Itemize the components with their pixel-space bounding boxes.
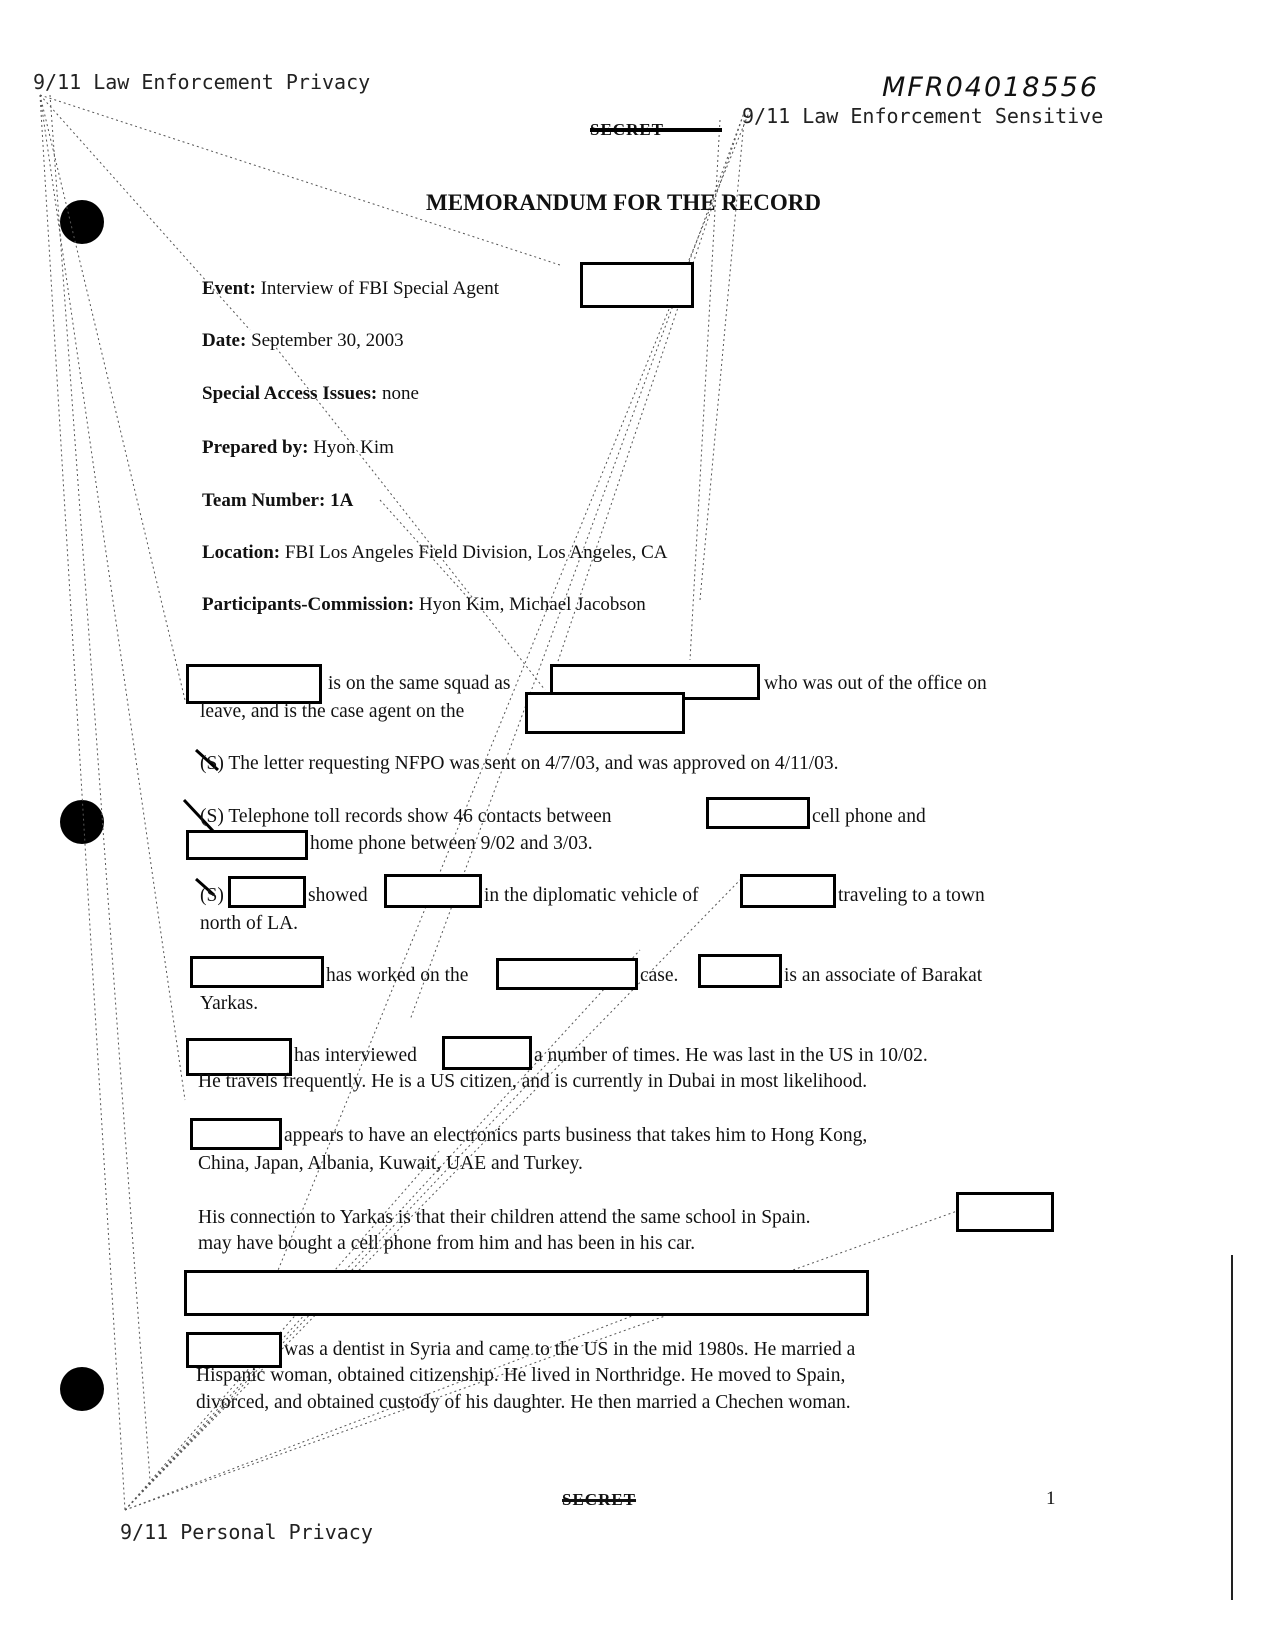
redaction-box	[740, 874, 836, 908]
redaction-box	[190, 956, 324, 988]
paragraph-5-text-b: case.	[640, 965, 679, 986]
paragraph-2	[200, 752, 839, 776]
paragraph-1-line-1b: who was out of the office on	[764, 673, 987, 694]
paragraph-2-text: The letter requesting NFPO was sent on 4/7/03, and was approved on 4/11/03.	[228, 753, 839, 774]
date-field	[202, 330, 404, 352]
date-label: Date:	[202, 330, 247, 351]
participants-label: Participants-Commission:	[202, 594, 415, 615]
location-value: FBI Los Angeles Field Division, Los Angeles, CA	[284, 542, 668, 563]
law-enforcement-sensitive-stamp: 9/11 Law Enforcement Sensitive	[742, 104, 1104, 128]
location-field	[202, 542, 668, 564]
paragraph-3-line-1b: cell phone and	[812, 806, 926, 827]
redaction-box	[186, 1332, 282, 1368]
classification-top-bar	[590, 128, 722, 132]
paragraph-9-line-2: Hispanic woman, obtained citizenship. He lived in Northridge. He moved to Spain,	[196, 1365, 846, 1386]
paragraph-3-line-2: home phone between 9/02 and 3/03.	[310, 833, 593, 854]
paragraph-6-text-b: a number of times. He was last in the US in 10/02.	[534, 1045, 928, 1066]
paragraph-6-text-a: has interviewed	[294, 1045, 417, 1066]
event-value: Interview of FBI Special Agent	[260, 278, 500, 299]
paragraph-4-mark: (S)	[200, 885, 224, 906]
paragraph-8-line-2: may have bought a cell phone from him and has been in his car.	[198, 1233, 696, 1254]
access-field	[202, 383, 419, 405]
team-label: Team Number:	[202, 490, 326, 511]
paragraph-4-text-c: traveling to a town	[838, 885, 985, 906]
paragraph-4-text-b: in the diplomatic vehicle of	[484, 885, 699, 906]
redaction-box	[706, 797, 810, 829]
participants-value: Hyon Kim, Michael Jacobson	[418, 594, 646, 615]
paragraph-4-text-a: showed	[308, 885, 368, 906]
classification-bottom: SECRET	[562, 1490, 637, 1509]
paragraph-5-text-a: has worked on the	[326, 965, 469, 986]
page-number: 1	[1046, 1488, 1056, 1509]
redaction-box	[525, 692, 685, 734]
paragraph-9-line-3: divorced, and obtained custody of his daughter. He then married a Chechen woman.	[196, 1392, 851, 1413]
redaction-box	[956, 1192, 1054, 1232]
team-value: 1A	[330, 490, 354, 511]
law-enforcement-privacy-stamp: 9/11 Law Enforcement Privacy	[33, 70, 371, 94]
redaction-box-wide	[184, 1270, 869, 1316]
event-field	[202, 278, 499, 300]
prepared-field	[202, 437, 394, 459]
personal-privacy-stamp: 9/11 Personal Privacy	[120, 1520, 373, 1544]
paragraph-9-line-1: was a dentist in Syria and came to the US in the mid 1980s. He married a	[284, 1339, 856, 1360]
paragraph-4-line-2: north of LA.	[200, 913, 299, 934]
event-label: Event:	[202, 278, 256, 299]
paragraph-6-line-2: He travels frequently. He is a US citizen, and is currently in Dubai in most likelihood.	[198, 1071, 868, 1092]
redaction-box	[698, 954, 782, 988]
prepared-label: Prepared by:	[202, 437, 309, 458]
classification-mark: (S)	[200, 806, 224, 827]
paragraph-1-line-2: leave, and is the case agent on the	[200, 701, 465, 722]
redaction-box	[496, 958, 638, 990]
redaction-box	[580, 262, 694, 308]
access-label: Special Access Issues:	[202, 383, 378, 404]
document-id: MFR04018556	[882, 72, 1100, 103]
paragraph-5-line-2: Yarkas.	[200, 993, 259, 1014]
paragraph-8-line-1: His connection to Yarkas is that their children attend the same school in Spain.	[198, 1207, 811, 1228]
paragraph-3-line-1	[200, 805, 611, 829]
participants-field	[202, 594, 646, 616]
classification-mark: (S)	[200, 753, 224, 774]
redaction-box	[186, 830, 308, 860]
paragraph-1-line-1a: is on the same squad as	[328, 673, 511, 694]
paragraph-5-text-c: is an associate of Barakat	[784, 965, 983, 986]
redaction-box	[190, 1118, 282, 1150]
access-value: none	[381, 383, 419, 404]
redaction-box	[228, 876, 306, 908]
team-field	[202, 490, 353, 512]
paragraph-7-line-1: appears to have an electronics parts business that takes him to Hong Kong,	[284, 1125, 868, 1146]
redaction-box	[186, 664, 322, 704]
location-label: Location:	[202, 542, 281, 563]
memo-title: MEMORANDUM FOR THE RECORD	[426, 190, 822, 215]
paragraph-7-line-2: China, Japan, Albania, Kuwait, UAE and Turkey.	[198, 1153, 583, 1174]
date-value: September 30, 2003	[251, 330, 404, 351]
prepared-value: Hyon Kim	[313, 437, 394, 458]
redaction-box	[384, 874, 482, 908]
redaction-box	[442, 1036, 532, 1070]
paragraph-3-text-a: Telephone toll records show 46 contacts between	[228, 806, 612, 827]
